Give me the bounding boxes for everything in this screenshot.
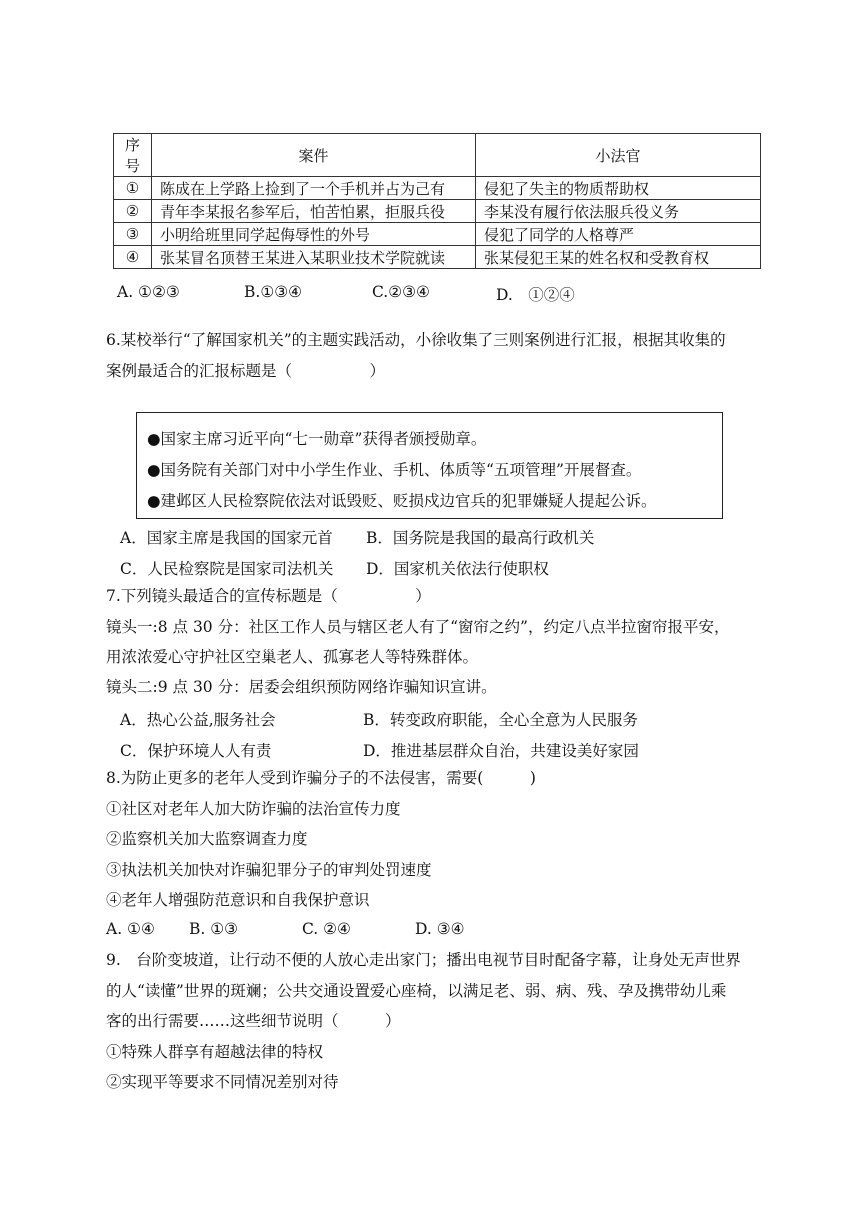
q9-stem-line1: 9. 台阶变坡道，让行动不便的人放心走出家门；播出电视节目时配备字幕，让身处无声世界 [106, 951, 741, 969]
q8-stem: 8.为防止更多的老年人受到诈骗分子的不法侵害，需要( ) [106, 769, 536, 787]
q7-shot1-line1: 镜头一:8 点 30 分：社区工作人员与辖区老人有了“窗帘之约”，约定八点半拉窗帘报平安， [106, 618, 730, 636]
header-num: 序号 [114, 134, 152, 177]
case-table [113, 133, 761, 269]
q6-case-item: ●建邺区人民检察院依法对诋毁贬、贬损戍边官兵的犯罪嫌疑人提起公诉。 [147, 492, 657, 510]
q6-case-item: ●国务院有关部门对中小学生作业、手机、体质等“五项管理”开展督查。 [147, 461, 642, 479]
q5-option-d[interactable]: D. ①②④ [496, 286, 575, 304]
q6-option-d[interactable]: D．国家机关依法行使职权 [366, 560, 549, 578]
q6-option-a[interactable]: A．国家主席是我国的国家元首 [120, 529, 333, 547]
q7-shot1-line2: 用浓浓爱心守护社区空巢老人、孤寡老人等特殊群体。 [106, 648, 479, 666]
q7-option-b[interactable]: B．转变政府职能，全心全意为人民服务 [363, 711, 638, 729]
q6-case-box [136, 412, 723, 519]
q7-option-d[interactable]: D．推进基层群众自治，共建设美好家园 [363, 742, 639, 760]
q9-stem-line3: 客的出行需要……这些细节说明（ ） [106, 1012, 401, 1030]
q7-shot2: 镜头二:9 点 30 分：居委会组织预防网络诈骗知识宣讲。 [106, 678, 497, 696]
row-case: 张某冒名顶替王某进入某职业技术学院就读 [152, 246, 476, 269]
q7-option-a[interactable]: A．热心公益,服务社会 [120, 711, 276, 729]
q5-option-b[interactable]: B.①③④ [244, 283, 303, 301]
q9-item: ①特殊人群享有超越法律的特权 [106, 1043, 324, 1061]
q6-option-c[interactable]: C．人民检察院是国家司法机关 [120, 560, 334, 578]
q8-item: ③执法机关加快对诈骗犯罪分子的审判处罚速度 [106, 861, 432, 879]
table-row [114, 223, 761, 246]
q7-option-c[interactable]: C．保护环境人人有责 [120, 742, 272, 760]
q8-option-c[interactable]: C. ②④ [302, 920, 351, 938]
q8-item: ①社区对老年人加大防诈骗的法治宣传力度 [106, 800, 401, 818]
q8-item: ④老年人增强防范意识和自我保护意识 [106, 891, 370, 909]
q9-stem-line2: 的人“读懂”世界的斑斓；公共交通设置爱心座椅，以满足老、弱、病、残、孕及携带幼儿乘 [106, 982, 727, 1000]
q5-option-c[interactable]: C.②③④ [372, 283, 430, 301]
row-judge: 侵犯了同学的人格尊严 [476, 223, 761, 246]
header-judge: 小法官 [476, 134, 761, 177]
row-num: ① [114, 177, 152, 200]
row-judge: 李某没有履行依法服兵役义务 [476, 200, 761, 223]
row-judge: 侵犯了失主的物质帮助权 [476, 177, 761, 200]
q9-item: ②实现平等要求不同情况差别对待 [106, 1073, 339, 1091]
row-judge: 张某侵犯王某的姓名权和受教育权 [476, 246, 761, 269]
header-case: 案件 [152, 134, 476, 177]
q8-item: ②监察机关加大监察调查力度 [106, 830, 308, 848]
q6-option-b[interactable]: B．国务院是我国的最高行政机关 [366, 529, 595, 547]
table-row [114, 177, 761, 200]
row-num: ④ [114, 246, 152, 269]
q6-stem-line1: 6.某校举行“了解国家机关”的主题实践活动，小徐收集了三则案例进行汇报，根据其收集的 [106, 331, 726, 349]
row-case: 小明给班里同学起侮辱性的外号 [152, 223, 476, 246]
q7-stem: 7.下列镜头最适合的宣传标题是（ ） [106, 587, 431, 605]
table-row [114, 200, 761, 223]
row-num: ③ [114, 223, 152, 246]
q6-case-item: ●国家主席习近平向“七一勋章”获得者颁授勋章。 [147, 430, 487, 448]
table-row [114, 246, 761, 269]
q8-option-a[interactable]: A. ①④ [106, 920, 155, 938]
q8-option-b[interactable]: B. ①③ [189, 920, 239, 938]
q8-option-d[interactable]: D. ③④ [415, 920, 465, 938]
table-header-row [114, 134, 761, 177]
q6-stem-line2: 案例最适合的汇报标题是（ ） [106, 362, 386, 380]
row-case: 青年李某报名参军后，怕苦怕累，拒服兵役 [152, 200, 476, 223]
q5-option-a[interactable]: A. ①②③ [117, 283, 180, 301]
row-case: 陈成在上学路上捡到了一个手机并占为己有 [152, 177, 476, 200]
row-num: ② [114, 200, 152, 223]
